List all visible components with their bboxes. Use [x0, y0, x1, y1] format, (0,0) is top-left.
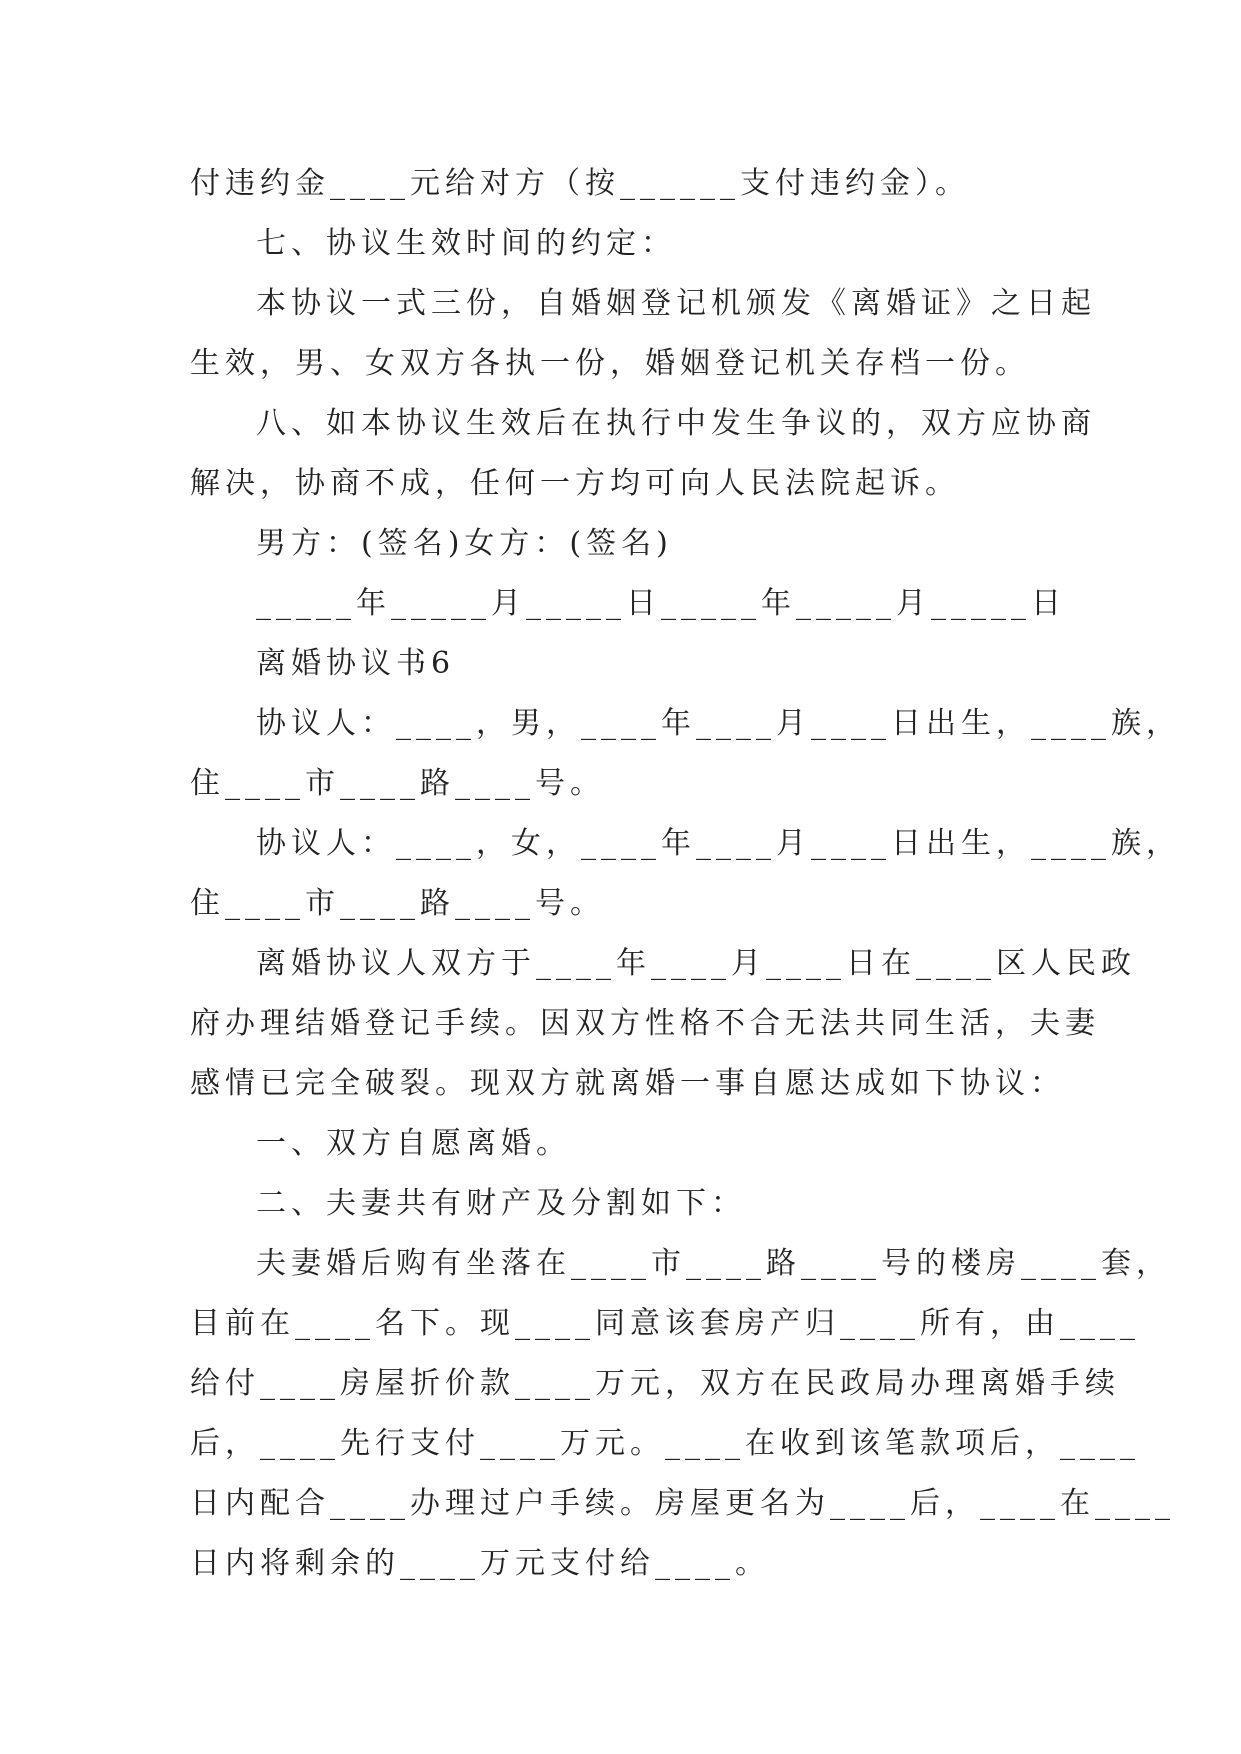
text-line: 生效，男、女双方各执一份，婚姻登记机关存档一份。 [190, 346, 1030, 381]
document-body [190, 154, 1181, 1594]
text-line: 付违约金____元给对方（按______支付违约金）。 [190, 166, 970, 201]
text-line: 府办理结婚登记手续。因双方性格不合无法共同生活，夫妻 [190, 1006, 1100, 1041]
party-female-line: 协议人：____，女，____年____月____日出生，____族， [256, 826, 1181, 861]
text-line: 离婚协议人双方于____年____月____日在____区人民政 [256, 946, 1136, 981]
section-heading-2: 二、夫妻共有财产及分割如下： [256, 1186, 746, 1221]
document-title: 离婚协议书6 [256, 646, 456, 681]
text-line: 目前在____名下。现____同意该套房产归____所有，由____ [190, 1306, 1140, 1341]
date-line: _____年_____月_____日_____年_____月_____日 [256, 586, 1066, 621]
text-line: 给付____房屋折价款____万元，双方在民政局办理离婚手续 [190, 1366, 1120, 1401]
section-heading-7: 七、协议生效时间的约定： [256, 226, 676, 261]
party-male-line: 协议人：____，男，____年____月____日出生，____族， [256, 706, 1181, 741]
section-heading-1: 一、双方自愿离婚。 [256, 1126, 571, 1161]
text-line: 日内配合____办理过户手续。房屋更名为____后，____在____ [190, 1486, 1175, 1521]
signature-line: 男方：(签名)女方：(签名) [256, 526, 673, 561]
text-line: 后，____先行支付____万元。____在收到该笔款项后，____ [190, 1426, 1140, 1461]
text-line: 解决，协商不成，任何一方均可向人民法院起诉。 [190, 466, 960, 501]
text-line: 日内将剩余的____万元支付给____。 [190, 1546, 770, 1581]
party-female-address: 住____市____路____号。 [190, 886, 605, 921]
text-line: 感情已完全破裂。现双方就离婚一事自愿达成如下协议： [190, 1066, 1065, 1101]
party-male-address: 住____市____路____号。 [190, 766, 605, 801]
text-line: 夫妻婚后购有坐落在____市____路____号的楼房____套， [256, 1246, 1171, 1281]
section-heading-8: 八、如本协议生效后在执行中发生争议的，双方应协商 [256, 406, 1096, 441]
text-line: 本协议一式三份，自婚姻登记机颁发《离婚证》之日起 [256, 286, 1096, 321]
